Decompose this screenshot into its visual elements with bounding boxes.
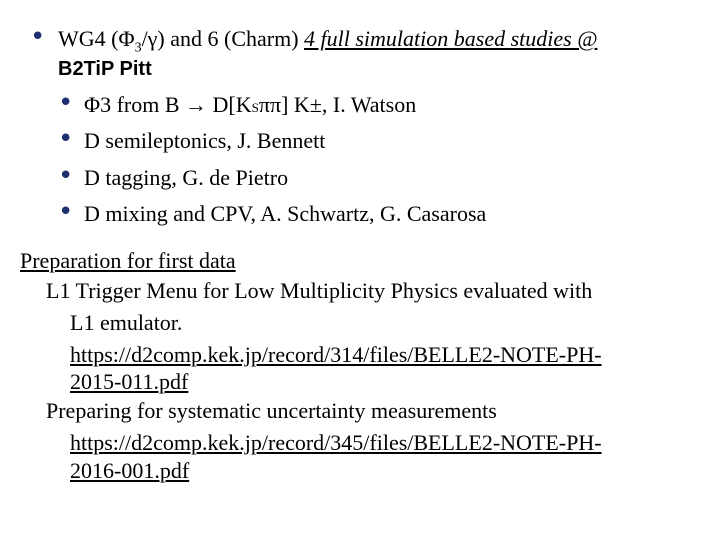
wg-emphasis: 4 full simulation based studies @: [304, 26, 598, 51]
study-item: D semileptonics, J. Bennett: [84, 128, 326, 153]
prep-item-2-link[interactable]: https://d2comp.kek.jp/record/345/files/BELLE2-NOTE-PH-: [70, 430, 602, 455]
prep-item-2-link-cont[interactable]: 2016-001.pdf: [70, 458, 190, 483]
bullet-dot-icon: •: [30, 22, 46, 52]
wg-middle: /γ) and 6 (Charm): [141, 26, 305, 51]
prep-item-2-line1: Preparing for systematic uncertainty measurements: [46, 398, 497, 423]
prep-heading: Preparation for first data: [20, 248, 236, 273]
wg-prefix: WG4 (Φ: [58, 26, 135, 51]
study-item: D tagging, G. de Pietro: [84, 165, 289, 190]
wg-item-line1: [58, 26, 598, 56]
study-0-pre: Φ3 from B → D[K: [84, 92, 252, 117]
bullet-dot-icon: •: [58, 88, 74, 118]
bullet-dot-icon: •: [58, 161, 74, 191]
wg-item-line2: B2TiP Pitt: [58, 58, 152, 80]
bullet-dot-icon: •: [58, 124, 74, 154]
prep-item-1-link-cont[interactable]: 2015-011.pdf: [70, 369, 189, 394]
prep-item-1-line2: L1 emulator.: [70, 310, 183, 335]
study-item: D mixing and CPV, A. Schwartz, G. Casarosa: [84, 201, 487, 226]
bullet-dot-icon: •: [58, 197, 74, 227]
prep-item-1-link[interactable]: https://d2comp.kek.jp/record/314/files/BELLE2-NOTE-PH-: [70, 342, 602, 367]
study-item: [84, 92, 416, 121]
study-0-sub: S: [251, 100, 259, 115]
prep-item-1-line1: L1 Trigger Menu for Low Multiplicity Physics evaluated with: [46, 278, 593, 303]
study-0-post: ππ] K±, I. Watson: [258, 92, 417, 117]
wg-sub: 3: [134, 40, 142, 56]
